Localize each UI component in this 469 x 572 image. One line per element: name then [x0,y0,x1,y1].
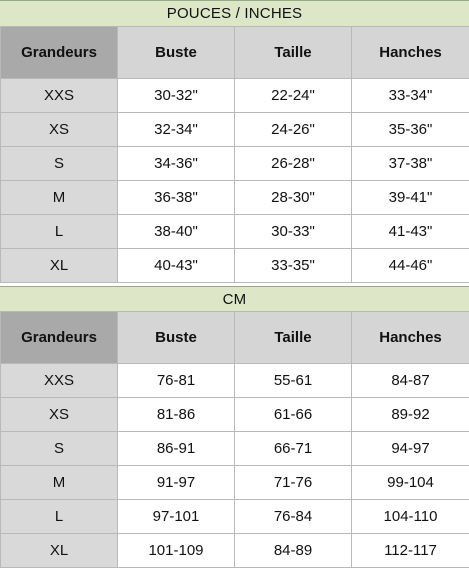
header-hanches: Hanches [352,27,469,79]
inches-table [0,26,469,283]
table-row [1,466,469,500]
header-grandeurs: Grandeurs [1,27,118,79]
table-row [1,432,469,466]
bust-cell: 36-38" [118,181,235,215]
table-row [1,534,469,568]
size-cell: S [1,147,118,181]
size-cell: M [1,181,118,215]
hip-cell: 33-34" [352,79,469,113]
size-cell: XL [1,249,118,283]
hip-cell: 44-46" [352,249,469,283]
bust-cell: 30-32" [118,79,235,113]
header-taille: Taille [235,27,352,79]
table-header-row [1,27,469,79]
size-cell: XS [1,113,118,147]
table-header-row [1,312,469,364]
bust-cell: 38-40" [118,215,235,249]
bust-cell: 91-97 [118,466,235,500]
waist-cell: 76-84 [235,500,352,534]
cm-section-title: CM [0,286,469,312]
table-row [1,398,469,432]
waist-cell: 26-28" [235,147,352,181]
header-grandeurs: Grandeurs [1,312,118,364]
waist-cell: 22-24" [235,79,352,113]
waist-cell: 61-66 [235,398,352,432]
hip-cell: 39-41" [352,181,469,215]
cm-table [0,311,469,568]
waist-cell: 28-30" [235,181,352,215]
bust-cell: 101-109 [118,534,235,568]
table-row [1,364,469,398]
size-cell: S [1,432,118,466]
waist-cell: 71-76 [235,466,352,500]
waist-cell: 24-26" [235,113,352,147]
size-cell: XS [1,398,118,432]
hip-cell: 41-43" [352,215,469,249]
header-buste: Buste [118,27,235,79]
size-cell: XXS [1,79,118,113]
size-cell: L [1,215,118,249]
bust-cell: 34-36" [118,147,235,181]
size-cell: M [1,466,118,500]
hip-cell: 35-36" [352,113,469,147]
waist-cell: 55-61 [235,364,352,398]
size-cell: XL [1,534,118,568]
table-row [1,181,469,215]
hip-cell: 37-38" [352,147,469,181]
hip-cell: 112-117 [352,534,469,568]
table-row [1,215,469,249]
bust-cell: 32-34" [118,113,235,147]
bust-cell: 86-91 [118,432,235,466]
table-row [1,79,469,113]
bust-cell: 40-43" [118,249,235,283]
waist-cell: 33-35" [235,249,352,283]
hip-cell: 84-87 [352,364,469,398]
hip-cell: 99-104 [352,466,469,500]
inches-section-title: POUCES / INCHES [0,0,469,27]
bust-cell: 76-81 [118,364,235,398]
header-hanches: Hanches [352,312,469,364]
waist-cell: 66-71 [235,432,352,466]
hip-cell: 104-110 [352,500,469,534]
size-cell: L [1,500,118,534]
size-cell: XXS [1,364,118,398]
waist-cell: 30-33" [235,215,352,249]
table-row [1,500,469,534]
table-row [1,113,469,147]
header-taille: Taille [235,312,352,364]
waist-cell: 84-89 [235,534,352,568]
table-row [1,249,469,283]
table-row [1,147,469,181]
bust-cell: 97-101 [118,500,235,534]
header-buste: Buste [118,312,235,364]
hip-cell: 94-97 [352,432,469,466]
hip-cell: 89-92 [352,398,469,432]
bust-cell: 81-86 [118,398,235,432]
